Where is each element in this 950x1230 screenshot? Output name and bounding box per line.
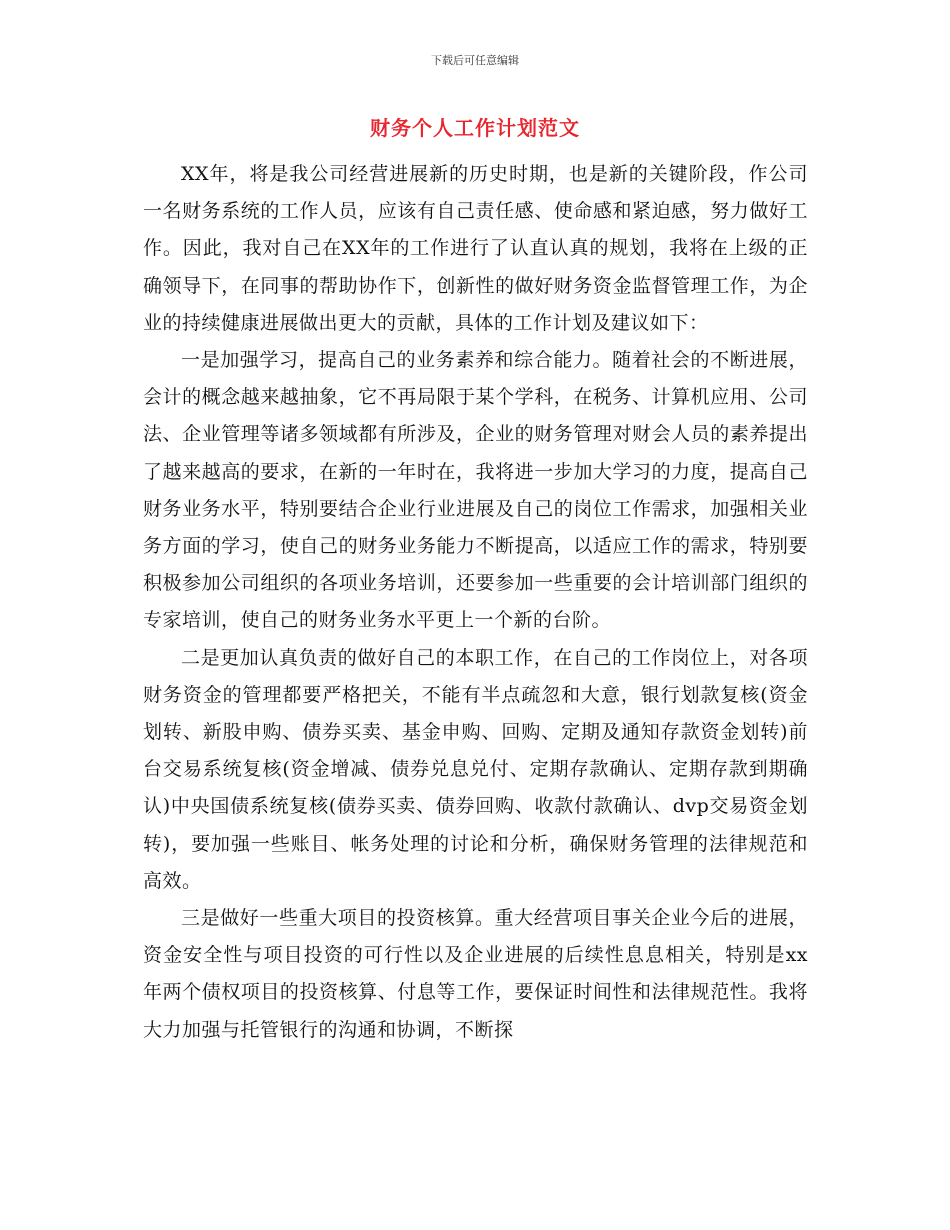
page-header-note: 下载后可任意编辑: [431, 54, 519, 67]
paragraph-point-three: 三是做好一些重大项目的投资核算。重大经营项目事关企业今后的进展，资金安全性与项目投资的可行性以及企业进展的后续性息息相关，特别是xx年两个债权项目的投资核算、付息等工作，要保证时间性和法律规范性。我将大力加强与托管银行的沟通和协调，不断探: [143, 907, 808, 1041]
paragraph-point-two: 二是更加认真负责的做好自己的本职工作，在自己的工作岗位上，对各项财务资金的管理都要严格把关，不能有半点疏忽和大意，银行划款复核(资金划转、新股申购、债券买卖、基金申购、回购、定期及通知存款资金划转)前台交易系统复核(资金增减、债券兑息兑付、定期存款确认、定期存款到期确认)中央国债系统复核(债券买卖、债券回购、收款付款确认、dvp交易资金划转)，要加强一些账目、帐务处理的讨论和分析，确保财务管理的法律规范和高效。: [143, 646, 808, 892]
paragraph-point-one: 一是加强学习，提高自己的业务素养和综合能力。随着社会的不断进展，会计的概念越来越抽象，它不再局限于某个学科，在税务、计算机应用、公司法、企业管理等诸多领域都有所涉及，企业的财务管理对财会人员的素养提出了越来越高的要求，在新的一年时在，我将进一步加大学习的力度，提高自己财务业务水平，特别要结合企业行业进展及自己的岗位工作需求，加强相关业务方面的学习，使自己的财务业务能力不断提高，以适应工作的需求，特别要积极参加公司组织的各项业务培训，还要参加一些重要的会计培训部门组织的专家培训，使自己的财务业务水平更上一个新的台阶。: [143, 349, 808, 632]
document-title: 财务个人工作计划范文: [370, 116, 580, 140]
paragraph-intro: XX年，将是我公司经营进展新的历史时期，也是新的关键阶段，作公司一名财务系统的工作人员，应该有自己责任感、使命感和紧迫感，努力做好工作。因此，我对自己在XX年的工作进行了认直认真的规划，我将在上级的正确领导下，在同事的帮助协作下，创新性的做好财务资金监督管理工作，为企业的持续健康进展做出更大的贡献，具体的工作计划及建议如下：: [143, 163, 808, 334]
document-body: [143, 156, 808, 1049]
